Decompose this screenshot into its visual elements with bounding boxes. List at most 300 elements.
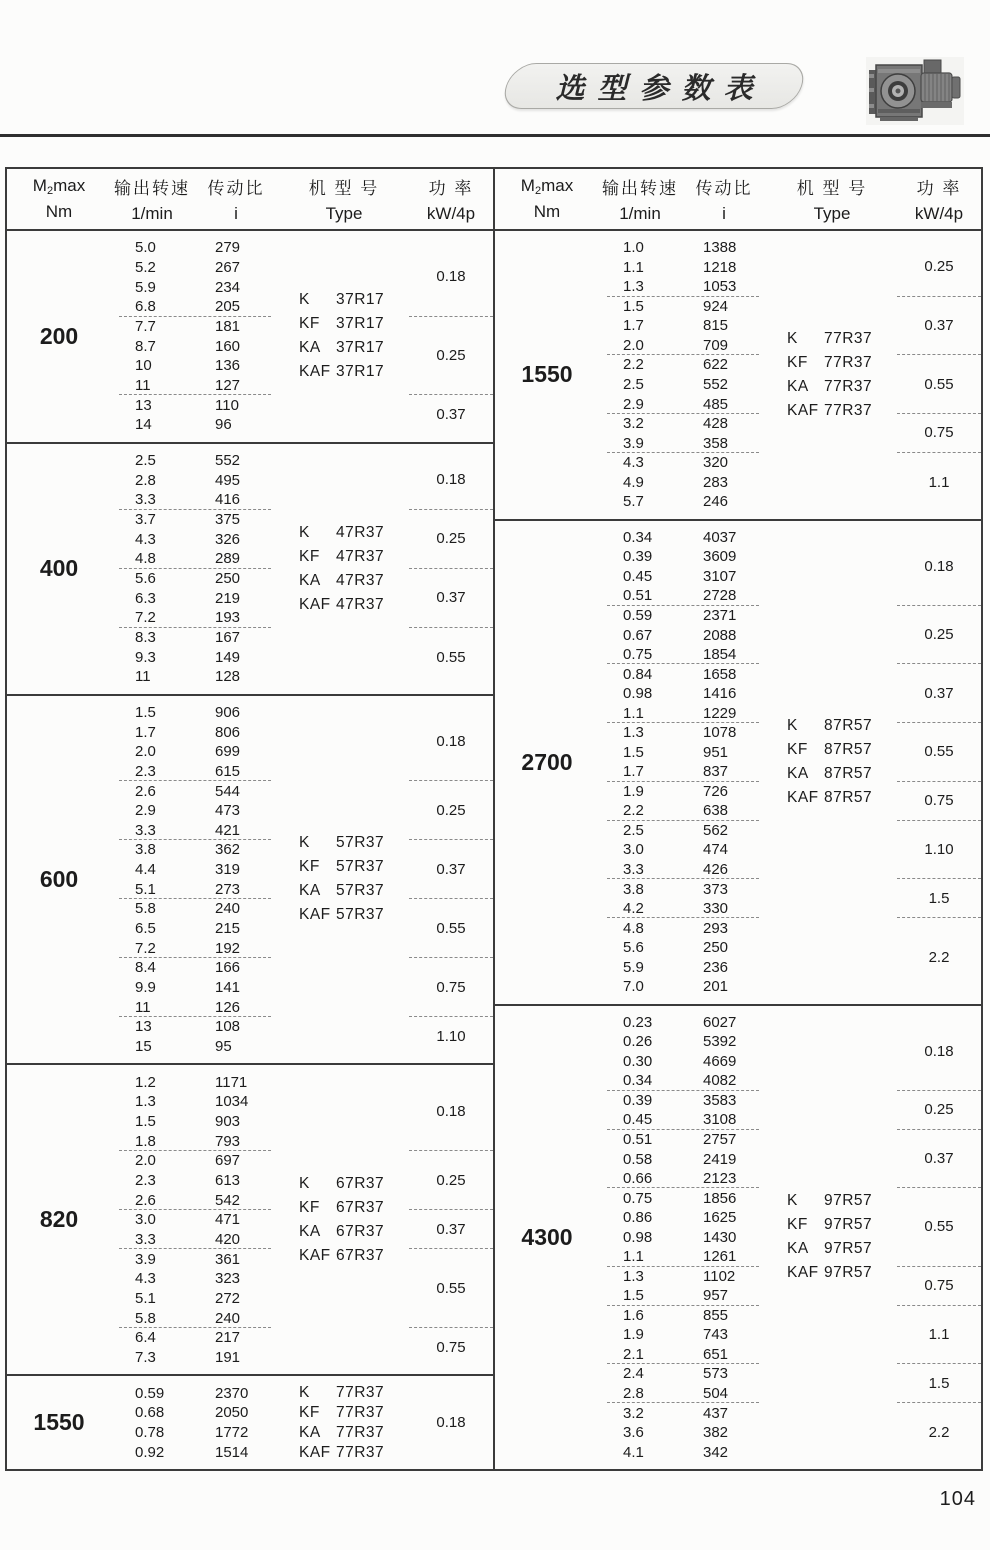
table-row <box>607 957 759 977</box>
table-body <box>7 231 493 1469</box>
type-code <box>299 831 384 855</box>
output-speed-value: 4.8 <box>135 550 156 568</box>
output-speed-value: 2.0 <box>135 1152 156 1170</box>
ratio-value: 342 <box>703 1443 729 1461</box>
type-size-code: 67R37 <box>336 1198 385 1216</box>
type-code <box>787 1213 872 1237</box>
output-speed-value: 5.8 <box>135 1309 156 1327</box>
type-code <box>787 1189 872 1213</box>
power-value: 0.37 <box>436 406 466 424</box>
power-value: 0.37 <box>897 297 981 356</box>
type-code <box>299 855 384 879</box>
ratio-value: 428 <box>703 415 729 433</box>
m2max-value: 600 <box>39 865 79 892</box>
output-speed-value: 7.2 <box>135 609 156 627</box>
output-speed-value: 4.1 <box>623 1443 644 1461</box>
col-header-m2max: $M_2\max$ Nm <box>32 176 86 221</box>
selection-tables <box>5 167 983 1471</box>
type-size-code: 37R17 <box>336 339 385 357</box>
table-row <box>119 1037 271 1057</box>
power-value: 0.75 <box>897 782 981 821</box>
output-speed-value: 1.5 <box>623 1287 644 1305</box>
speed-ratio-group <box>119 1249 271 1328</box>
table-row <box>607 375 759 395</box>
ratio-value: 167 <box>215 628 241 646</box>
speed-ratio-group <box>607 782 759 821</box>
ratio-value: 903 <box>215 1113 241 1131</box>
table-row <box>119 742 271 762</box>
table-row <box>607 742 759 762</box>
speed-ratio-group <box>607 238 759 297</box>
output-speed-value: 0.51 <box>623 1131 653 1149</box>
ratio-value: 2088 <box>703 626 737 644</box>
output-speed-value: 0.59 <box>135 1384 165 1402</box>
power-value: 0.75 <box>897 1267 981 1306</box>
ratio-value: 697 <box>215 1152 241 1170</box>
ratio-value: 1102 <box>703 1267 736 1285</box>
table-row <box>119 258 271 278</box>
type-size-code: 57R37 <box>336 858 385 876</box>
output-speed-value: 0.92 <box>135 1443 165 1461</box>
output-speed-value: 7.3 <box>135 1348 156 1366</box>
col-header-power: 功 率 kW/4p <box>914 179 964 223</box>
table-row <box>119 569 271 589</box>
ratio-value: 283 <box>703 473 729 491</box>
output-speed-value: 11 <box>135 998 151 1016</box>
table-row <box>119 1230 271 1250</box>
ratio-value: 240 <box>215 1309 241 1327</box>
output-speed-value: 2.0 <box>623 336 644 354</box>
power-column <box>897 238 981 512</box>
ratio-value: 2123 <box>703 1170 737 1188</box>
type-prefix: KA <box>299 1222 321 1240</box>
type-prefix: KF <box>299 1403 320 1421</box>
output-speed-value: 5.1 <box>135 1289 156 1307</box>
table-row <box>119 1072 271 1092</box>
power-value: 0.25 <box>409 317 493 396</box>
ratio-value: 906 <box>215 703 241 721</box>
output-speed-value: 3.2 <box>623 1404 644 1422</box>
type-prefix: KA <box>299 339 321 357</box>
ratio-value: 136 <box>215 357 241 375</box>
output-speed-value: 0.58 <box>623 1150 653 1168</box>
table-row <box>119 277 271 297</box>
ratio-value: 108 <box>215 1018 241 1036</box>
type-code <box>787 1237 872 1261</box>
ratio-value: 4082 <box>703 1072 737 1090</box>
power-value: 0.18 <box>409 238 493 317</box>
table-row <box>607 528 759 548</box>
table-row <box>607 1403 759 1423</box>
output-speed-value: 10 <box>135 357 152 375</box>
type-prefix: KAF <box>787 1264 819 1282</box>
power-value: 0.55 <box>409 1249 493 1328</box>
ratio-value: 149 <box>215 648 241 666</box>
output-speed-value: 3.3 <box>135 1231 156 1249</box>
power-value: 0.37 <box>897 664 981 723</box>
ratio-value: 1430 <box>703 1228 737 1246</box>
power-value: 0.18 <box>897 528 981 606</box>
page-title: 选型参数表 <box>555 72 766 105</box>
ratio-value: 191 <box>215 1348 241 1366</box>
ratio-value: 793 <box>215 1132 241 1150</box>
output-speed-value: 6.3 <box>135 589 156 607</box>
output-speed-value: 2.5 <box>135 451 156 469</box>
output-speed-value: 9.3 <box>135 648 156 666</box>
power-value: 1.5 <box>897 1364 981 1403</box>
output-speed-value: 3.0 <box>135 1211 156 1229</box>
output-speed-value: 4.4 <box>135 861 156 879</box>
speed-ratio-group <box>119 1383 271 1462</box>
type-code-list <box>787 327 872 423</box>
ratio-value: 361 <box>215 1250 241 1268</box>
speed-ratio-group <box>607 1188 759 1266</box>
power-value: 0.18 <box>409 703 493 782</box>
ratio-value: 219 <box>215 589 241 607</box>
type-prefix: KAF <box>299 1443 331 1461</box>
table-row <box>119 415 271 435</box>
type-prefix: K <box>299 291 310 309</box>
table-body <box>495 231 981 1469</box>
table-row <box>607 547 759 567</box>
ratio-value: 279 <box>215 239 241 257</box>
output-speed-value: 3.0 <box>623 841 644 859</box>
ratio-value: 3107 <box>703 567 737 585</box>
output-speed-value: 1.7 <box>623 317 644 335</box>
output-speed-value: 5.9 <box>135 278 156 296</box>
type-prefix: KF <box>787 1216 808 1234</box>
output-speed-value: 13 <box>135 1018 152 1036</box>
table-row <box>119 801 271 821</box>
m2max-value: 200 <box>39 322 79 349</box>
output-speed-value: 1.1 <box>623 1248 644 1266</box>
table-row <box>119 1403 271 1423</box>
table-row <box>119 919 271 939</box>
selection-table-left <box>5 167 495 1471</box>
table-row <box>119 1308 271 1328</box>
type-size-code: 67R37 <box>336 1174 385 1192</box>
power-value: 0.55 <box>897 355 981 414</box>
table-row <box>607 684 759 704</box>
ratio-value: 1658 <box>703 665 737 683</box>
type-prefix: KAF <box>787 401 819 419</box>
output-speed-value: 4.3 <box>135 530 156 548</box>
type-size-code: 97R57 <box>824 1264 873 1282</box>
speed-ratio-group <box>607 1130 759 1189</box>
ratio-value: 2419 <box>703 1150 737 1168</box>
ratio-value: 855 <box>703 1306 729 1324</box>
output-speed-value: 0.86 <box>623 1209 653 1227</box>
ratio-value: 1171 <box>215 1073 248 1091</box>
output-speed-value: 2.9 <box>135 802 156 820</box>
table-row <box>607 1208 759 1228</box>
ratio-value: 485 <box>703 395 729 413</box>
speed-ratio-group <box>607 1091 759 1130</box>
type-prefix: K <box>299 834 310 852</box>
col-header-m2max: $M_2\max$ Nm <box>520 176 574 221</box>
speed-ratio-group <box>607 1013 759 1091</box>
output-speed-value: 14 <box>135 416 152 434</box>
output-speed-value: 0.45 <box>623 1111 653 1129</box>
type-code <box>787 375 872 399</box>
power-value: 1.10 <box>897 821 981 880</box>
ratio-value: 951 <box>703 743 729 761</box>
m2max-value: 820 <box>39 1206 79 1233</box>
speed-ratio-group <box>119 958 271 1017</box>
speed-ratio-group <box>607 1364 759 1403</box>
output-speed-value: 3.8 <box>135 841 156 859</box>
output-speed-value: 0.30 <box>623 1052 653 1070</box>
speed-ratio-group <box>607 355 759 414</box>
output-speed-value: 1.5 <box>623 743 644 761</box>
ratio-value: 1854 <box>703 646 737 664</box>
table-row <box>119 978 271 998</box>
ratio-value: 267 <box>215 258 241 276</box>
type-code-list <box>299 521 384 617</box>
ratio-value: 1772 <box>215 1423 249 1441</box>
power-value: 0.37 <box>409 840 493 899</box>
type-code <box>299 1443 384 1463</box>
speed-ratio-group <box>607 606 759 665</box>
ratio-value: 382 <box>703 1424 729 1442</box>
table-row <box>119 1249 271 1269</box>
speed-ratio-group <box>119 238 271 317</box>
output-speed-value: 6.4 <box>135 1329 156 1347</box>
table-row <box>607 1384 759 1404</box>
ratio-value: 362 <box>215 841 241 859</box>
ratio-value: 192 <box>215 939 241 957</box>
table-row <box>607 664 759 684</box>
type-prefix: KF <box>299 315 320 333</box>
ratio-value: 2371 <box>703 606 737 624</box>
ratio-value: 1078 <box>703 724 737 742</box>
col-header-ratio: 传动比 i <box>207 179 265 223</box>
table-row <box>119 549 271 569</box>
table-row <box>607 1169 759 1189</box>
table-row <box>607 938 759 958</box>
power-value: 0.18 <box>409 451 493 510</box>
output-speed-value: 1.6 <box>623 1306 644 1324</box>
output-speed-value: 1.1 <box>623 258 644 276</box>
table-row <box>607 821 759 841</box>
output-speed-value: 1.7 <box>135 723 156 741</box>
type-size-code: 57R37 <box>336 882 385 900</box>
speed-ratio-group <box>119 510 271 569</box>
table-row <box>119 628 271 648</box>
power-column <box>409 1072 493 1367</box>
output-speed-value: 0.23 <box>623 1013 653 1031</box>
type-code <box>299 521 384 545</box>
power-value: 0.55 <box>897 1188 981 1266</box>
table-row <box>607 1345 759 1365</box>
table-row <box>607 1091 759 1111</box>
table-row <box>607 801 759 821</box>
table-row <box>607 977 759 997</box>
type-size-code: 97R57 <box>824 1240 873 1258</box>
ratio-value: 272 <box>215 1289 241 1307</box>
ratio-value: 1218 <box>703 258 737 276</box>
table-row <box>119 470 271 490</box>
type-code <box>299 288 384 312</box>
speed-ratio-group <box>119 781 271 840</box>
type-size-code: 57R37 <box>336 834 385 852</box>
speed-ratio-group <box>607 453 759 512</box>
ratio-value: 957 <box>703 1287 729 1305</box>
ratio-value: 95 <box>215 1038 232 1056</box>
ratio-value: 96 <box>215 416 232 434</box>
table-row <box>607 723 759 743</box>
speed-ratio-group <box>119 451 271 510</box>
table-row <box>119 608 271 628</box>
type-size-code: 77R37 <box>824 377 873 395</box>
table-row <box>607 1110 759 1130</box>
col-header-speed: 输出转速 1/min <box>602 179 678 223</box>
power-value: 0.75 <box>409 958 493 1017</box>
table-row <box>607 1130 759 1150</box>
type-code <box>787 1261 872 1285</box>
type-prefix: K <box>787 329 798 347</box>
table-row <box>119 1171 271 1191</box>
ratio-value: 2370 <box>215 1384 249 1402</box>
m2max-value: 1550 <box>33 1409 85 1436</box>
output-speed-value: 0.34 <box>623 1072 653 1090</box>
power-value: 0.37 <box>409 569 493 628</box>
ratio-value: 420 <box>215 1231 241 1249</box>
output-speed-value: 3.3 <box>135 821 156 839</box>
table-row <box>607 336 759 356</box>
output-speed-value: 4.9 <box>623 473 644 491</box>
type-size-code: 67R37 <box>336 1246 385 1264</box>
ratio-value: 1034 <box>215 1093 249 1111</box>
type-prefix: KF <box>299 1198 320 1216</box>
output-speed-value: 1.2 <box>135 1073 156 1091</box>
ratio-value: 924 <box>703 297 729 315</box>
ratio-value: 837 <box>703 763 729 781</box>
table-row <box>119 1289 271 1309</box>
ratio-value: 373 <box>703 880 729 898</box>
output-speed-value: 4.3 <box>135 1270 156 1288</box>
output-speed-value: 2.2 <box>623 356 644 374</box>
ratio-value: 201 <box>703 978 729 996</box>
type-size-code: 37R17 <box>336 363 385 381</box>
table-header <box>7 169 493 231</box>
type-prefix: KF <box>787 353 808 371</box>
output-speed-value: 8.3 <box>135 628 156 646</box>
ratio-value: 181 <box>215 317 241 335</box>
type-prefix: K <box>299 1174 310 1192</box>
table-row <box>119 1112 271 1132</box>
type-code <box>787 351 872 375</box>
ratio-value: 437 <box>703 1404 729 1422</box>
table-row <box>119 1328 271 1348</box>
table-row <box>607 1306 759 1326</box>
type-code <box>299 1220 384 1244</box>
power-column <box>897 1013 981 1462</box>
table-row <box>119 356 271 376</box>
ratio-value: 4669 <box>703 1052 737 1070</box>
table-row <box>119 860 271 880</box>
col-header-speed: 输出转速 1/min <box>114 179 190 223</box>
table-row <box>607 453 759 473</box>
type-code-list <box>299 831 384 927</box>
table-row <box>607 394 759 414</box>
output-speed-value: 0.78 <box>135 1423 165 1441</box>
ratio-value: 141 <box>215 979 241 997</box>
table-row <box>607 703 759 723</box>
speed-ratio-group <box>607 723 759 782</box>
ratio-value: 326 <box>215 530 241 548</box>
type-size-code: 87R57 <box>824 741 873 759</box>
col-header-power: 功 率 kW/4p <box>426 179 476 223</box>
ratio-value: 166 <box>215 959 241 977</box>
output-speed-value: 11 <box>135 668 151 686</box>
speed-ratio-column <box>607 1013 759 1462</box>
table-row <box>119 899 271 919</box>
type-prefix: K <box>787 717 798 735</box>
output-speed-value: 5.8 <box>135 900 156 918</box>
type-code <box>299 336 384 360</box>
type-size-code: 47R37 <box>336 595 385 613</box>
output-speed-value: 7.0 <box>623 978 644 996</box>
output-speed-value: 1.5 <box>135 1113 156 1131</box>
speed-ratio-group <box>119 899 271 958</box>
table-row <box>119 762 271 782</box>
type-prefix: K <box>787 1192 798 1210</box>
ratio-value: 215 <box>215 920 241 938</box>
type-prefix: KA <box>787 1240 809 1258</box>
table-row <box>607 1013 759 1033</box>
type-prefix: KA <box>787 765 809 783</box>
type-prefix: KF <box>299 858 320 876</box>
table-row <box>119 820 271 840</box>
type-size-code: 77R37 <box>336 1443 385 1461</box>
ratio-value: 552 <box>703 376 729 394</box>
type-size-code: 67R37 <box>336 1222 385 1240</box>
speed-ratio-group <box>607 528 759 606</box>
speed-ratio-column <box>119 1072 271 1367</box>
output-speed-value: 1.3 <box>623 724 644 742</box>
output-speed-value: 6.8 <box>135 298 156 316</box>
ratio-value: 375 <box>215 510 241 528</box>
table-row <box>119 238 271 258</box>
type-size-code: 57R37 <box>336 906 385 924</box>
type-prefix: KF <box>787 741 808 759</box>
speed-ratio-group <box>607 1306 759 1365</box>
ratio-value: 573 <box>703 1365 729 1383</box>
speed-ratio-group <box>119 317 271 396</box>
torque-block-1550 <box>7 1374 493 1469</box>
torque-block-2700 <box>495 519 981 1004</box>
table-row <box>119 1092 271 1112</box>
type-size-code: 77R37 <box>336 1403 385 1421</box>
type-code <box>299 1244 384 1268</box>
table-row <box>119 1017 271 1037</box>
type-size-code: 37R17 <box>336 315 385 333</box>
output-speed-value: 6.5 <box>135 920 156 938</box>
speed-ratio-group <box>119 1328 271 1367</box>
table-row <box>119 297 271 317</box>
speed-ratio-column <box>119 238 271 435</box>
output-speed-value: 1.7 <box>623 763 644 781</box>
power-value: 0.55 <box>436 648 466 666</box>
type-code-list <box>299 288 384 384</box>
output-speed-value: 2.5 <box>623 821 644 839</box>
torque-block-200 <box>7 231 493 442</box>
output-speed-value: 2.4 <box>623 1365 644 1383</box>
type-size-code: 77R37 <box>824 329 873 347</box>
ratio-value: 273 <box>215 880 241 898</box>
table-row <box>119 840 271 860</box>
